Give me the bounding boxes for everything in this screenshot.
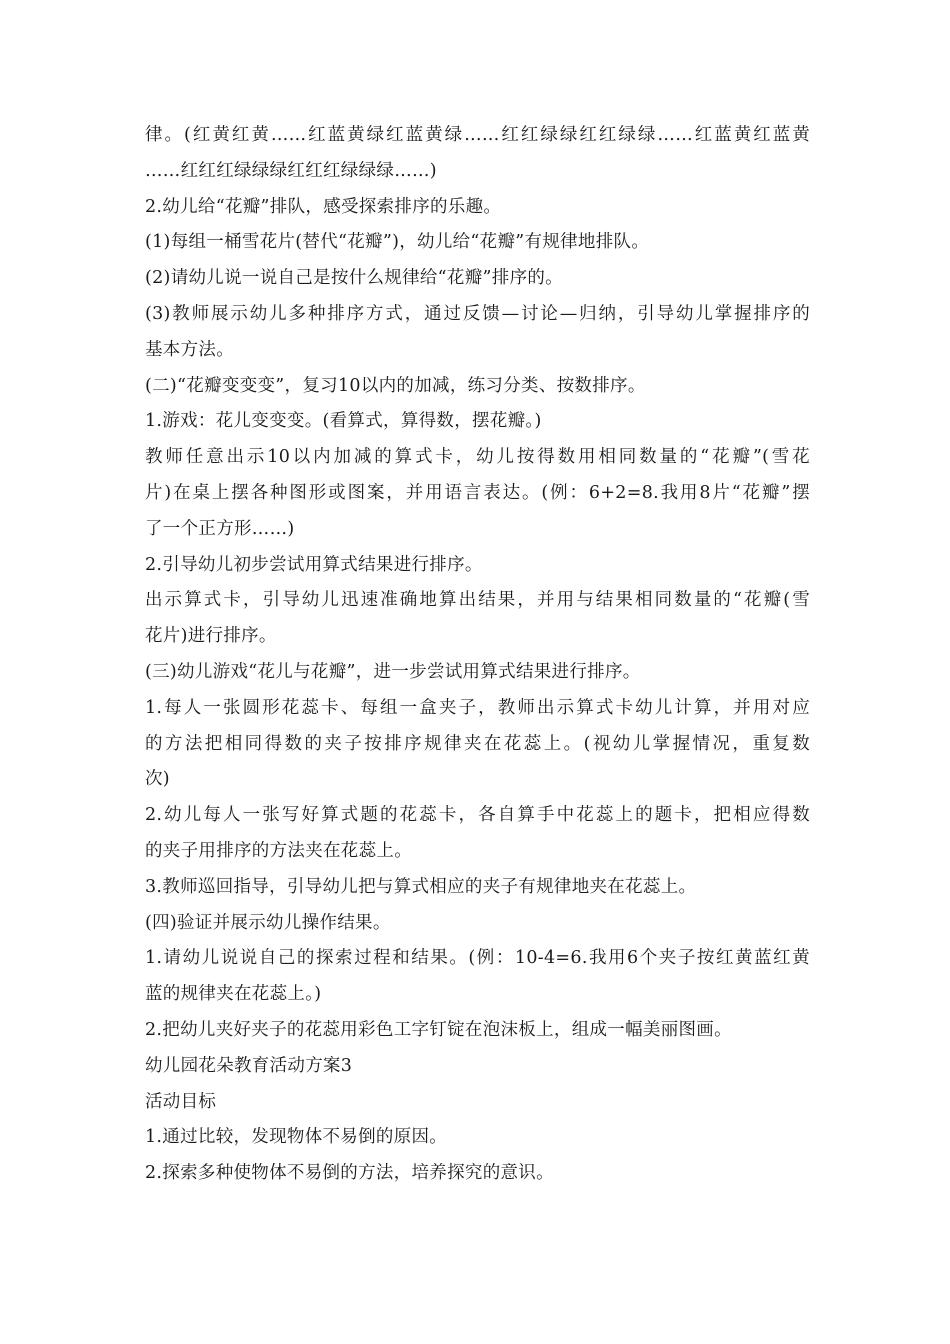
text-line: 幼儿园花朵教育活动方案3 xyxy=(145,1055,353,1076)
text-line: 片)在桌上摆各种图形或图案，并用语言表达。(例：6+2=8.我用8片“花瓣”摆 xyxy=(145,482,810,503)
text-line: (3)教师展示幼儿多种排序方式，通过反馈—讨论—归纳，引导幼儿掌握排序的 xyxy=(145,303,810,324)
text-line: 花片)进行排序。 xyxy=(145,626,277,647)
text-line: (三)幼儿游戏“花儿与花瓣”，进一步尝试用算式结果进行排序。 xyxy=(145,661,641,682)
text-line: (1)每组一桶雪花片(替代“花瓣”)，幼儿给“花瓣”有规律地排队。 xyxy=(145,232,650,253)
text-line: 了一个正方形……) xyxy=(145,518,295,539)
text-line: 1.游戏：花儿变变变。(看算式，算得数，摆花瓣。) xyxy=(145,411,542,432)
text-line: 出示算式卡，引导幼儿迅速准确地算出结果，并用与结果相同数量的“花瓣(雪 xyxy=(145,590,810,611)
text-line: (二)“花瓣变变变”，复习10以内的加减，练习分类、按数排序。 xyxy=(145,375,646,396)
text-line: 的方法把相同得数的夹子按排序规律夹在花蕊上。(视幼儿掌握情况，重复数 xyxy=(145,733,810,754)
text-line: 活动目标 xyxy=(145,1091,217,1112)
text-line: 的夹子用排序的方法夹在花蕊上。 xyxy=(145,840,412,861)
text-line: 教师任意出示10以内加减的算式卡，幼儿按得数用相同数量的“花瓣”(雪花 xyxy=(145,447,810,468)
document-body xyxy=(145,118,810,1192)
text-line: 1.请幼儿说说自己的探索过程和结果。(例：10-4=6.我用6个夹子按红黄蓝红黄 xyxy=(145,948,810,969)
text-line: 律。(红黄红黄……红蓝黄绿红蓝黄绿……红红绿绿红红绿绿……红蓝黄红蓝黄 xyxy=(145,125,810,145)
text-line: 次) xyxy=(145,769,170,790)
text-line: 1.每人一张圆形花蕊卡、每组一盒夹子，教师出示算式卡幼儿计算，并用对应 xyxy=(145,697,810,718)
text-line: (2)请幼儿说一说自己是按什么规律给“花瓣”排序的。 xyxy=(145,268,563,289)
text-line: 蓝的规律夹在花蕊上。) xyxy=(145,984,322,1005)
text-line: 2.幼儿给“花瓣”排队，感受探索排序的乐趣。 xyxy=(145,196,502,217)
text-line: 2.引导幼儿初步尝试用算式结果进行排序。 xyxy=(145,554,483,575)
text-line: 2.探索多种使物体不易倒的方法，培养探究的意识。 xyxy=(145,1163,554,1184)
text-line: 1.通过比较，发现物体不易倒的原因。 xyxy=(145,1127,448,1148)
text-line: 基本方法。 xyxy=(145,339,234,360)
text-line: 2.幼儿每人一张写好算式题的花蕊卡，各自算手中花蕊上的题卡，把相应得数 xyxy=(145,805,810,826)
text-line: 2.把幼儿夹好夹子的花蕊用彩色工字钉锭在泡沫板上，组成一幅美丽图画。 xyxy=(145,1019,732,1040)
text-line: (四)验证并展示幼儿操作结果。 xyxy=(145,912,391,933)
text-line: 3.教师巡回指导，引导幼儿把与算式相应的夹子有规律地夹在花蕊上。 xyxy=(145,876,697,897)
text-line: ……红红红绿绿绿红红红绿绿绿……) xyxy=(145,160,437,181)
